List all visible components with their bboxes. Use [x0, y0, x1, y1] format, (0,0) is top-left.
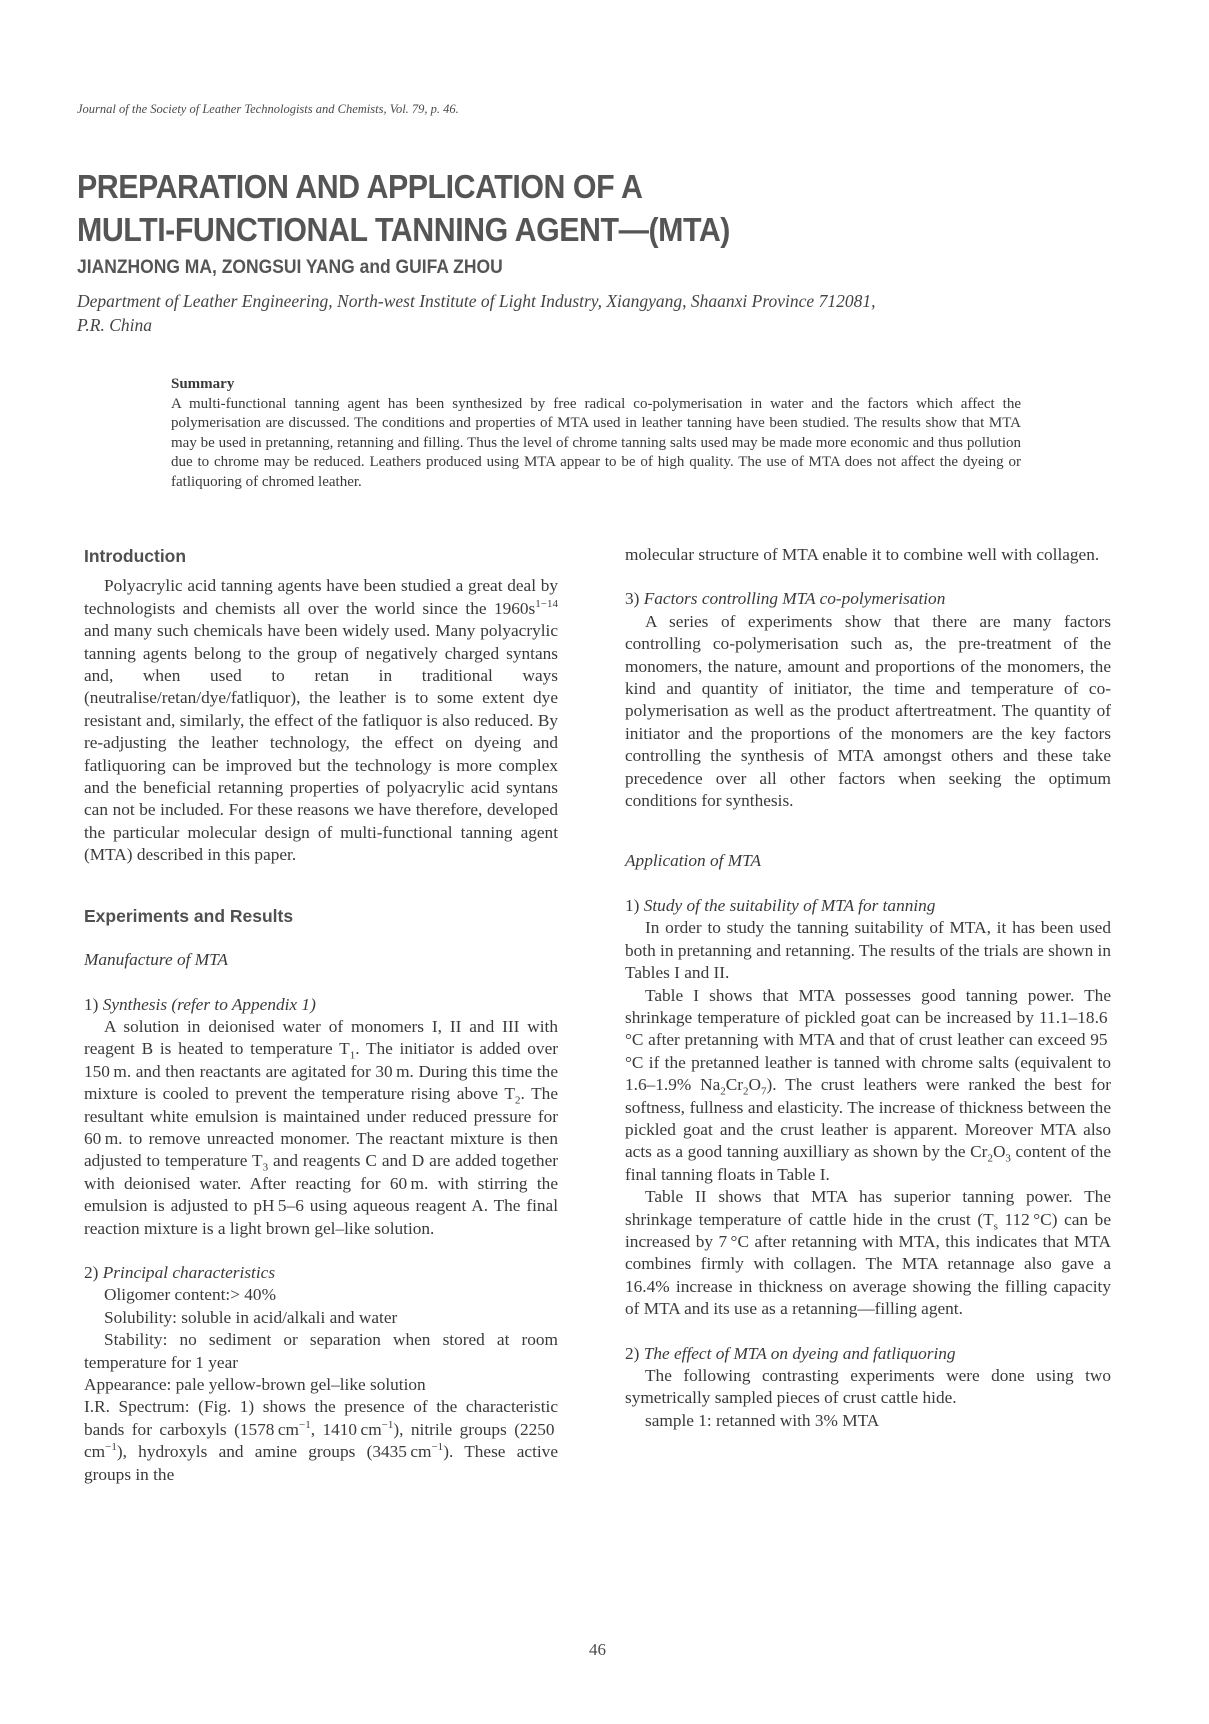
- char-appearance: Appearance: pale yellow-brown gel–like solution: [84, 1375, 426, 1394]
- superscript: −1: [298, 1419, 311, 1432]
- synthesis-title: Synthesis (refer to Appendix 1): [102, 994, 316, 1014]
- synthesis-heading: [84, 994, 558, 1016]
- affiliation-line-2: P.R. China: [77, 315, 153, 335]
- intro-text-b: and many such chemicals have been widely used. Many polyacrylic tanning agents belong to the group of negatively charged syntans and, when used to retan in traditional ways (neutralise/retan/dye/fatliquor), the leather is to some extent dye resistant and, similarly, the effect of the fatliquor is also reduced. By re-adjusting the leather technology, the effect on dyeing and fatliquoring can be improved but the technology is more complex and the beneficial retanning properties of polyacrylic acid syntans can not be included. For these reasons we have therefore, developed the particular molecular design of multi-functional tanning agent (MTA) described in this paper.: [84, 621, 558, 865]
- left-column: [84, 545, 558, 1486]
- char-stability: [84, 1329, 558, 1374]
- study3-text-b: 112 °C) can be increased by 7 °C after retanning with MTA, this indicates that MTA combines firmly with collagen. The MTA retannage also gave a 16.4% increase in thickness on average showing the filling capacity of MTA and its use as a retanning—filling agent.: [625, 1209, 1111, 1319]
- subscript: 2: [743, 1085, 749, 1098]
- study-paragraph-2: [625, 985, 1111, 1187]
- subscript: s: [993, 1220, 998, 1233]
- application-subheading: Application of MTA: [625, 851, 761, 871]
- subscript: 2: [720, 1085, 726, 1098]
- continuation-paragraph: molecular structure of MTA enable it to combine well with collagen.: [625, 545, 1100, 564]
- effect-title: The effect of MTA on dyeing and fatliquoring: [643, 1343, 956, 1363]
- manufacture-subheading: Manufacture of MTA: [84, 950, 228, 970]
- right-column: [625, 544, 1111, 1432]
- subscript: 2: [987, 1152, 993, 1165]
- study-title: Study of the suitability of MTA for tanning: [643, 895, 936, 915]
- intro-text-a: Polyacrylic acid tanning agents have been studied a great deal by technologists and chemists all over the world since the 1960s: [84, 576, 558, 618]
- subscript: 3: [262, 1161, 269, 1174]
- study-number: 1): [625, 895, 640, 915]
- page-number: 46: [589, 1640, 606, 1659]
- summary-text: A multi-functional tanning agent has been synthesized by free radical co-polymerisation in water and the factors which affect the polymerisation are discussed. The conditions and properties of MTA used in leather tanning have been studied. The results show that MTA may be used in pretanning, retanning and filling. Thus the level of chrome tanning salts used may be made more economic and thus pollution due to chrome may be reduced. Leathers produced using MTA appear to be of high quality. The use of MTA does not affect the dyeing or fatliquoring of chromed leather.: [171, 395, 1021, 490]
- synthesis-number: 1): [84, 994, 99, 1014]
- factors-paragraph: A series of experiments show that there are many factors controlling co-polymerisation such as, the pre-treatment of the monomers, the nature, amount and proportions of the monomers, the kind and quantity of initiator, the time and temperature of co-polymerisation as well as the product aftertreatment. The quantity of initiator and the proportions of the monomers are the key factors controlling the synthesis of MTA amongst others and these take precedence over all other factors when seeking the optimum conditions for synthesis.: [625, 611, 1111, 811]
- subscript: 2: [514, 1094, 521, 1107]
- article-title-line-1: PREPARATION AND APPLICATION OF A: [77, 168, 643, 205]
- study2-text-a: Table I shows that MTA possesses good tanning power. The shrinkage temperature of pickled goat can be increased by 11.1–18.6 °C after pretanning with MTA and that of crust leather can exceed 95 °C if the pretanned leather is tanned with chrome salts (equivalent to 1.6–1.9% Na: [625, 985, 1111, 1095]
- ir-text-a: I.R. Spectrum: (Fig. 1) shows the presence of the characteristic bands for carboxyls (1578 cm: [84, 1397, 558, 1439]
- study-paragraph-3: [625, 1186, 1111, 1320]
- synthesis-text-b: . The initiator is added over 150 m. and then reactants are agitated for 30 m. During this time the mixture is cooled to prevent the temperature rising above T: [84, 1039, 559, 1104]
- superscript: −1: [105, 1441, 117, 1454]
- characteristics-title: Principal characteristics: [102, 1262, 276, 1282]
- experiments-heading: Experiments and Results: [84, 905, 294, 926]
- characteristics-heading: [84, 1262, 558, 1284]
- synthesis-text-a: A solution in deionised water of monomers I, II and III with reagent B is heated to temperature T: [84, 1016, 558, 1059]
- study2-text-b: Cr: [725, 1075, 744, 1095]
- superscript: −1: [431, 1441, 444, 1454]
- subscript: 7: [761, 1085, 767, 1098]
- study2-text-e: O: [992, 1142, 1006, 1162]
- ir-text-d: ), hydroxyls and amine groups (3435 cm: [116, 1442, 432, 1462]
- characteristics-number: 2): [84, 1262, 99, 1282]
- subscript: 3: [1005, 1152, 1011, 1165]
- effect-number: 2): [625, 1343, 640, 1363]
- summary-block: [171, 375, 1021, 492]
- char-solubility: Solubility: soluble in acid/alkali and water: [104, 1307, 398, 1327]
- citation-superscript: 1−14: [535, 598, 558, 611]
- stability-text-b: room temperature for 1 year: [84, 1330, 558, 1372]
- char-ir-spectrum: [84, 1396, 558, 1486]
- summary-heading: Summary: [171, 376, 235, 392]
- factors-title: Factors controlling MTA co-polymerisation: [643, 589, 946, 609]
- stability-text-a: Stability: no sediment or separation when stored at: [104, 1330, 510, 1350]
- factors-heading: [625, 588, 1111, 610]
- author-affiliation: [77, 289, 1137, 337]
- study2-text-f: content of the final tanning floats in Table I.: [625, 1142, 1111, 1184]
- study2-text-c: O: [748, 1075, 762, 1095]
- introduction-heading: Introduction: [84, 546, 187, 566]
- synthesis-text-c: . The resultant white emulsion is maintained under reduced pressure for 60 m. to remove unreacted monomer. The reactant mixture is then adjusted to temperature T: [84, 1084, 558, 1171]
- ir-text-c: ), nitrile groups (2250 cm: [84, 1419, 558, 1462]
- superscript: −1: [381, 1419, 394, 1432]
- journal-citation: Journal of the Society of Leather Technologists and Chemists, Vol. 79, p. 46.: [77, 102, 459, 116]
- subscript: 1: [349, 1049, 356, 1062]
- ir-text-b: , 1410 cm: [310, 1419, 382, 1439]
- study-paragraph-1: In order to study the tanning suitability of MTA, it has been used both in pretanning and retanning. The results of the trials are shown in Tables I and II.: [625, 918, 1111, 983]
- study3-text-a: Table II shows that MTA has superior tanning power. The shrinkage temperature of cattle hide in the crust (T: [625, 1187, 1111, 1229]
- sample-1-line: sample 1: retanned with 3% MTA: [645, 1410, 880, 1430]
- char-oligomer: Oligomer content:> 40%: [104, 1285, 276, 1305]
- affiliation-line-1: Department of Leather Engineering, North-west Institute of Light Industry, Xiangyang, Shaanxi Province 712081,: [77, 291, 876, 311]
- synthesis-text-d: and reagents C and D are added together with deionised water. After reacting for 60 m. with stirring the emulsion is adjusted to pH 5–6 using aqueous reagent A. The final reaction mixture is a light brown gel–like solution.: [84, 1151, 558, 1238]
- introduction-paragraph: [84, 575, 558, 866]
- study2-text-d: ). The crust leathers were ranked the best for softness, fullness and elasticity. The increase of thickness between the pickled goat and the crust leather is apparent. Moreover MTA also acts as a good tanning auxilliary as shown by the Cr: [625, 1075, 1111, 1162]
- factors-number: 3): [625, 589, 640, 609]
- study-heading: [625, 895, 1111, 917]
- synthesis-paragraph: [84, 1016, 558, 1240]
- article-title: [77, 165, 1071, 251]
- effect-heading: [625, 1343, 1111, 1365]
- effect-paragraph: The following contrasting experiments were done using two symetrically sampled pieces of crust cattle hide.: [625, 1366, 1111, 1408]
- ir-text-e: ). These active groups in the: [84, 1442, 558, 1484]
- article-authors: JIANZHONG MA, ZONGSUI YANG and GUIFA ZHOU: [77, 257, 503, 278]
- article-title-line-2: MULTI-FUNCTIONAL TANNING AGENT—(MTA): [77, 211, 730, 248]
